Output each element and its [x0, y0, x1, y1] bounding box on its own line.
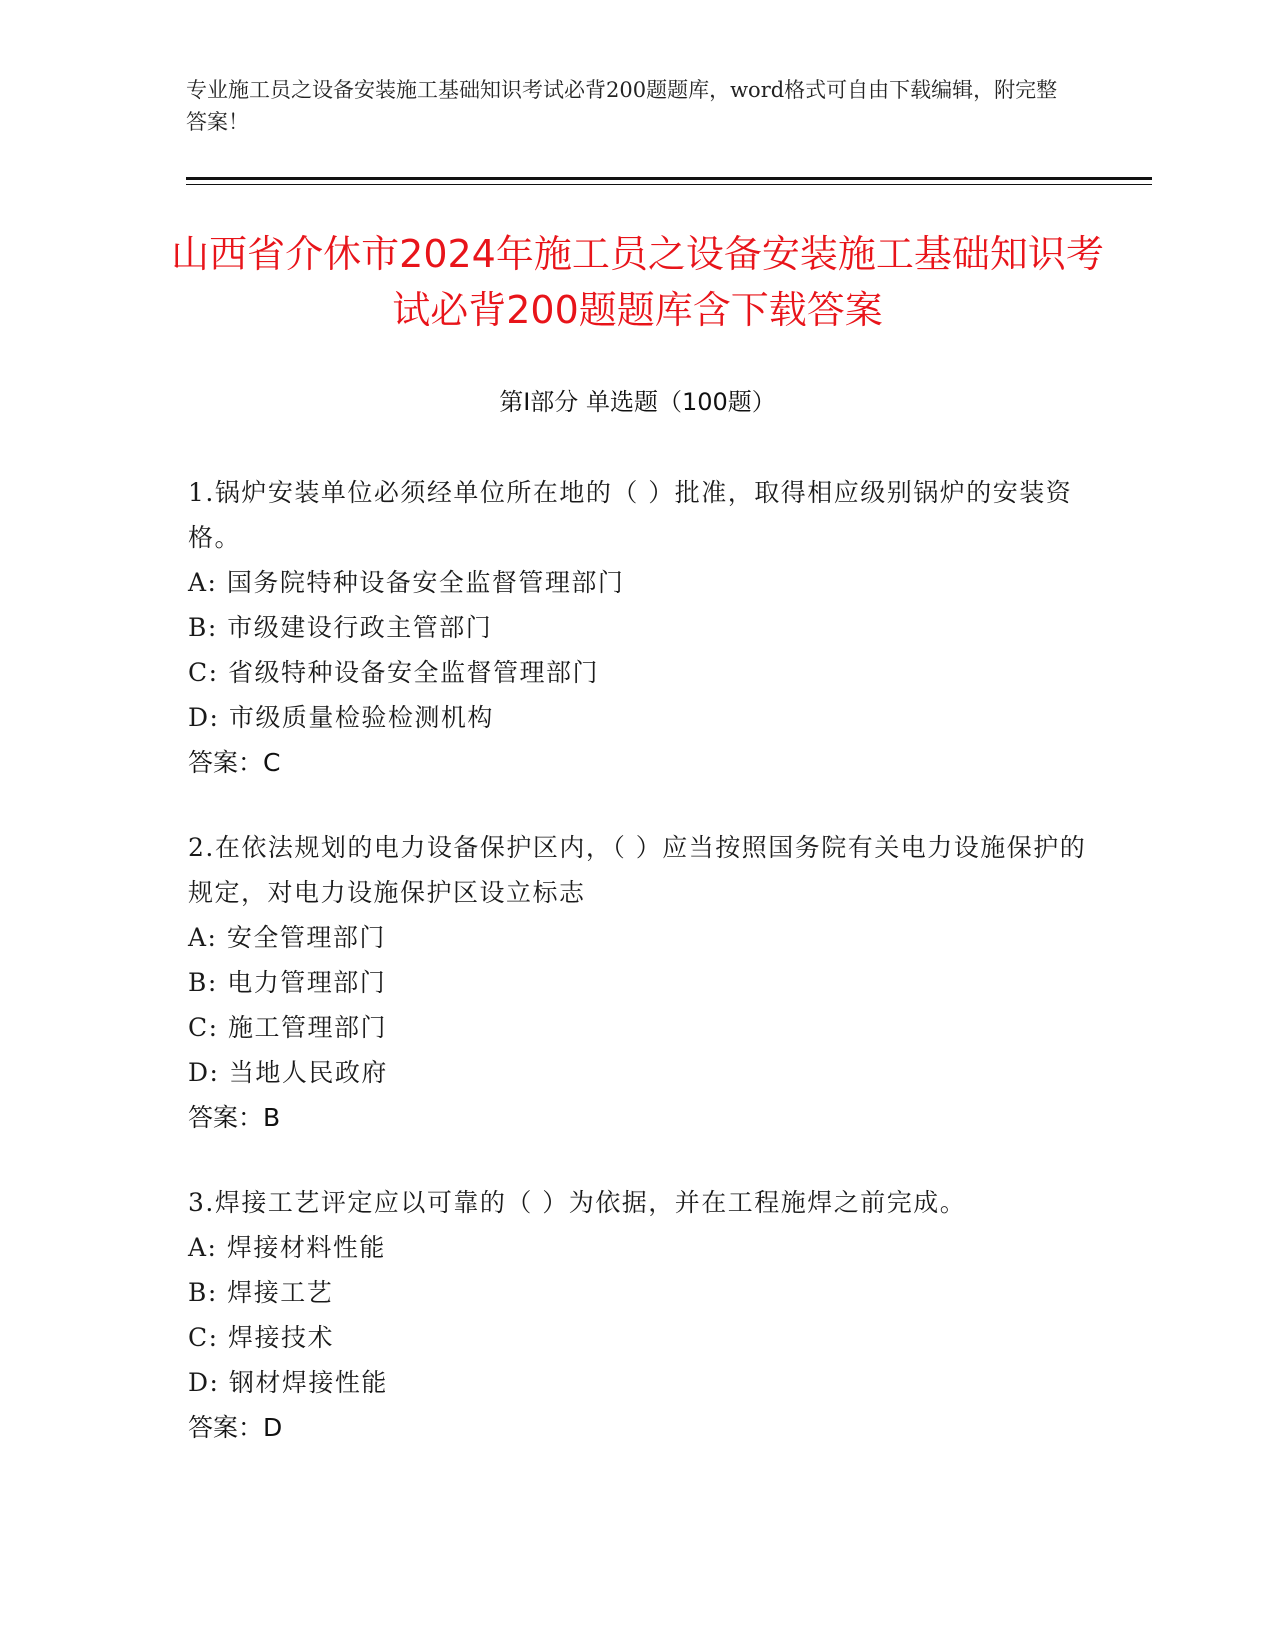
option-b: B: 市级建设行政主管部门	[188, 613, 493, 642]
option-d: D: 当地人民政府	[188, 1058, 388, 1087]
question-1	[188, 470, 1088, 785]
option-d: D: 市级质量检验检测机构	[188, 703, 494, 732]
option-b: B: 电力管理部门	[188, 968, 387, 997]
answer: 答案：B	[188, 1103, 281, 1132]
question-3	[188, 1180, 1088, 1450]
question-2	[188, 825, 1088, 1140]
answer: 答案：C	[188, 748, 281, 777]
option-a: A: 安全管理部门	[188, 923, 386, 952]
question-list	[188, 470, 1088, 1490]
option-c: C: 省级特种设备安全监督管理部门	[188, 658, 599, 687]
option-c: C: 焊接技术	[188, 1323, 334, 1352]
option-b: B: 焊接工艺	[188, 1278, 334, 1307]
option-a: A: 国务院特种设备安全监督管理部门	[188, 568, 625, 597]
answer: 答案：D	[188, 1413, 283, 1442]
header-note: 专业施工员之设备安装施工基础知识考试必背200题题库，word格式可自由下载编辑，附完整答案！	[186, 78, 1058, 134]
question-stem: 3.焊接工艺评定应以可靠的（ ）为依据，并在工程施焊之前完成。	[188, 1188, 967, 1217]
option-a: A: 焊接材料性能	[188, 1233, 386, 1262]
header-rule-thick	[186, 177, 1152, 180]
option-c: C: 施工管理部门	[188, 1013, 387, 1042]
question-stem: 1.锅炉安装单位必须经单位所在地的（ ）批准，取得相应级别锅炉的安装资格。	[188, 478, 1073, 552]
option-d: D: 钢材焊接性能	[188, 1368, 388, 1397]
section-title: 第I部分 单选题（100题）	[499, 388, 776, 416]
header-rule-thin	[186, 184, 1152, 185]
document-title: 山西省介休市2024年施工员之设备安装施工基础知识考试必背200题题库含下载答案	[171, 232, 1104, 332]
question-stem: 2.在依法规划的电力设备保护区内，（ ）应当按照国务院有关电力设施保护的规定，对电力设施保护区设立标志	[188, 833, 1087, 907]
